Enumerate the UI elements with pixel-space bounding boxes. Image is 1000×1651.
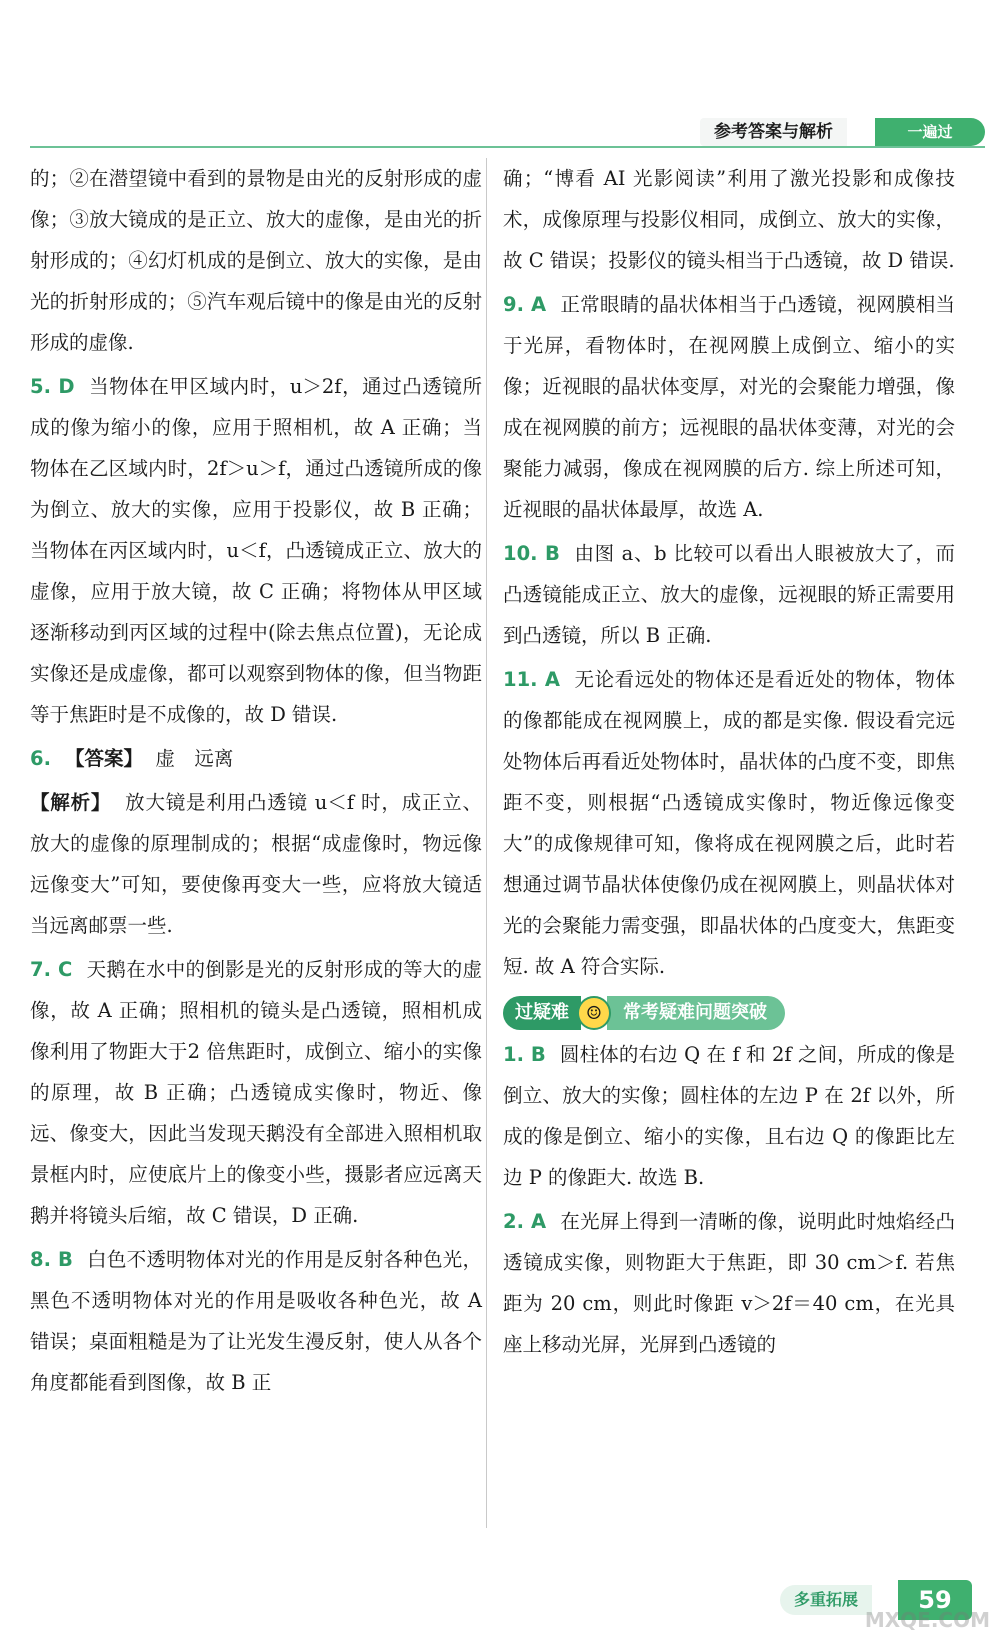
section-badge-right: 常考疑难问题突破 (607, 996, 785, 1030)
section-badge (503, 996, 785, 1030)
analysis-tag: 【解析】 (30, 791, 112, 814)
answer-text: 由图 a、b 比较可以看出人眼被放大了，而凸透镜能成正立、放大的虚像，远视眼的矫正需要用到凸透镜，所以 B 正确. (503, 542, 955, 647)
section-badge-left: 过疑难 (503, 996, 581, 1030)
page-number: 59 (898, 1580, 972, 1620)
answer-text: 当物体在甲区域内时，u＞2f，通过凸透镜所成的像为缩小的像，应用于照相机，故 A 正确；当物体在乙区域内时，2f＞u＞f，通过凸透镜所成的像为倒立、放大的实像，应用于投影仪，故 B 正确；当物体在丙区域内时，u＜f，凸透镜成正立、放大的虚像，应用于放大镜，故 C 正确；将物体从甲区域逐渐移动到丙区域的过程中(除去焦点位置)，无论成实像还是成虚像，都可以观察到物体的像，但当物距等于焦距时是不成像的，故 D 错误. (30, 375, 483, 726)
continued-paragraph: 确；“博看 AI 光影阅读”利用了激光投影和成像技术，成像原理与投影仪相同，成倒立、放大的实像，故 C 错误；投影仪的镜头相当于凸透镜，故 D 错误. (503, 167, 955, 272)
answer-text: 圆柱体的右边 Q 在 f 和 2f 之间，所成的像是倒立、放大的实像；圆柱体的左边 P 在 2f 以外，所成的像是倒立、缩小的实像，且右边 Q 的像距比左边 P 的像距大. 故选 B. (503, 1043, 955, 1189)
footer-label: 多重拓展 (780, 1585, 872, 1615)
watermark: MXQE.COM (864, 1608, 990, 1632)
difficult-2 (503, 1201, 955, 1365)
answer-6 (30, 738, 482, 779)
answer-text: 白色不透明物体对光的作用是反射各种色光，黑色不透明物体对光的作用是吸收各种色光，故 A 错误；桌面粗糙是为了让光发生漫反射，使人从各个角度都能看到图像，故 B 正 (30, 1248, 482, 1394)
answer-5 (30, 366, 482, 735)
answer-text: 天鹅在水中的倒影是光的反射形成的等大的虚像，故 A 正确；照相机的镜头是凸透镜，照相机成像利用了物距大于2 倍焦距时，成倒立、缩小的实像的原理，故 B 正确；凸透镜成实像时，物近、像远、像变大，因此当发现天鹅没有全部进入照相机取景框内时，应使底片上的像变小些，摄影者应远离天鹅并将镜头后缩，故 C 错误，D 正确. (30, 958, 482, 1227)
header-rule (30, 146, 985, 148)
question-number: 9. A (503, 293, 547, 316)
continued-paragraph: 的；②在潜望镜中看到的景物是由光的反射形成的虚像；③放大镜成的是正立、放大的虚像，是由光的折射形成的；④幻灯机成的是倒立、放大的实像，是由光的折射形成的；⑤汽车观后镜中的像是由光的反射形成的虚像. (30, 167, 482, 354)
answer-8 (30, 1239, 482, 1403)
answer-tag: 【答案】 (64, 747, 143, 770)
brand-logo: 一遍过 (875, 118, 985, 146)
question-number: 7. C (30, 958, 73, 981)
page-header (0, 0, 1000, 150)
question-number: 10. B (503, 542, 560, 565)
question-number: 1. B (503, 1043, 546, 1066)
answer-10 (503, 533, 955, 656)
answer-text: 正常眼睛的晶状体相当于凸透镜，视网膜相当于光屏，看物体时，在视网膜上成倒立、缩小的实像；近视眼的晶状体变厚，对光的会聚能力增强，像成在视网膜的前方；远视眼的晶状体变薄，对光的会聚能力减弱，像成在视网膜的后方. 综上所述可知，近视眼的晶状体最厚，故选 A. (503, 293, 955, 521)
answer-9 (503, 284, 955, 530)
question-number: 11. A (503, 668, 560, 691)
question-number: 2. A (503, 1210, 547, 1233)
column-divider (486, 158, 487, 1528)
left-column (30, 158, 482, 1406)
right-column (503, 158, 955, 1368)
answer-7 (30, 949, 482, 1236)
answer-text: 无论看远处的物体还是看近处的物体，物体的像都能成在视网膜上，成的都是实像. 假设看完远处物体后再看近处物体时，晶状体的凸度不变，即焦距不变，则根据“凸透镜成实像时，物近像远像变大”的成像规律可知，像将成在视网膜之后，此时若想通过调节晶状体使像仍成在视网膜上，则晶状体对光的会聚能力需变强，即晶状体的凸度变大，焦距变短. 故 A 符合实际. (503, 668, 955, 978)
question-number: 8. B (30, 1248, 73, 1271)
section-title: 参考答案与解析 (700, 118, 847, 146)
question-number: 6. (30, 747, 51, 770)
answer-11 (503, 659, 955, 987)
answer-text: 在光屏上得到一清晰的像，说明此时烛焰经凸透镜成实像，则物距大于焦距，即 30 cm＞f. 若焦距为 20 cm，则此时像距 v＞2f＝40 cm，在光具座上移动光屏，光屏到凸透镜的 (503, 1210, 955, 1356)
mascot-icon: ☺ (577, 996, 611, 1030)
analysis-6 (30, 782, 482, 946)
question-number: 5. D (30, 375, 75, 398)
answer-text: 虚 远离 (155, 747, 234, 770)
analysis-text: 放大镜是利用凸透镜 u＜f 时，成正立、放大的虚像的原理制成的；根据“成虚像时，物远像远像变大”可知，要使像再变大一些，应将放大镜适当远离邮票一些. (30, 791, 482, 937)
difficult-1 (503, 1034, 955, 1198)
